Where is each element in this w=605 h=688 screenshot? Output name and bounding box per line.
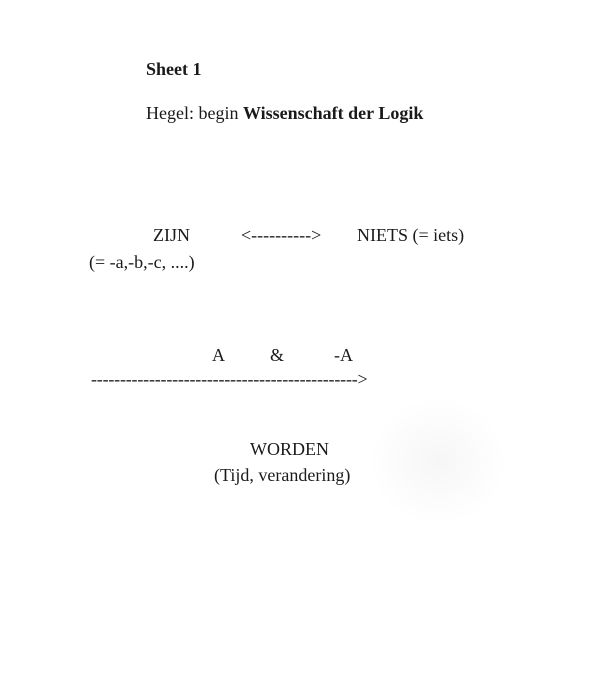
long-arrow: ---------------------------------------------->	[91, 369, 368, 389]
zijn-note: (= -a,-b,-c, ....)	[89, 252, 195, 272]
zijn-term: ZIJN	[153, 225, 190, 245]
scan-smudge	[368, 396, 508, 526]
niets-term: NIETS (= iets)	[357, 225, 465, 245]
sheet-title: Sheet 1	[146, 59, 202, 79]
a-term: A	[212, 345, 225, 365]
bidirectional-arrow: <---------->	[241, 225, 322, 245]
subtitle-prefix: Hegel: begin	[146, 103, 243, 123]
negative-a-term: -A	[334, 345, 353, 365]
worden-term: WORDEN	[250, 439, 329, 459]
subtitle-book-title: Wissenschaft der Logik	[242, 103, 424, 123]
ampersand: &	[270, 345, 285, 365]
worden-note: (Tijd, verandering)	[214, 465, 351, 485]
subtitle	[146, 104, 423, 122]
